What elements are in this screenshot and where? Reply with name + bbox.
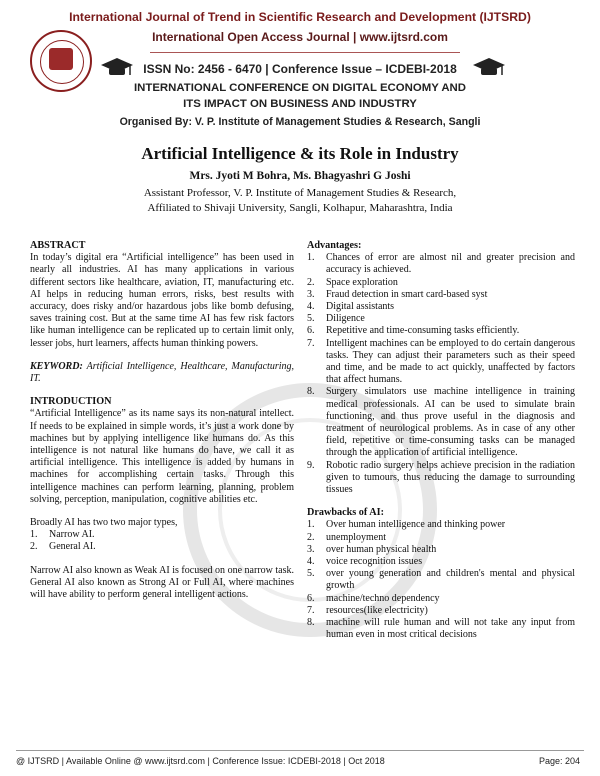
drawbacks-list (307, 519, 575, 641)
advantages-heading: Advantages: (307, 240, 362, 251)
affiliation-line2: Affiliated to Shivaji University, Sangli, Kolhapur, Maharashtra, India (147, 202, 453, 214)
ai-types-list (30, 529, 294, 553)
keywords-text: Artificial Intelligence, Healthcare, Manufacturing, IT. (30, 360, 294, 385)
right-column (307, 240, 575, 642)
affiliation-line1: Assistant Professor, V. P. Institute of Management Studies & Research, (143, 187, 457, 199)
footer-divider (16, 750, 584, 751)
list-item: 8. machine will rule human and will not take any input from human even in most critical decisions (307, 617, 575, 641)
introduction-paragraph-3: Narrow AI also known as Weak AI is focused on one narrow task. General AI also known as Strong AI or Full AI, where machines will have ability to perform general intelligent actions. (30, 564, 294, 601)
list-item: 1. Narrow AI. (30, 529, 95, 541)
list-item: 3. Fraud detection in smart card-based syst (307, 288, 488, 300)
list-item: 6. Repetitive and time-consuming tasks efficiently. (307, 325, 520, 337)
introduction-paragraph-2: Broadly AI has two two major types, (30, 517, 178, 529)
page-number: Page: 204 (538, 756, 580, 766)
list-item: 4. voice recognition issues (307, 556, 423, 568)
list-item: 9. Robotic radio surgery helps achieve precision in the radiation given to tumours, thus reducing the damage to surrounding tissues (307, 459, 575, 496)
list-item: 8. Surgery simulators use machine intelligence in training medical professionals. AI can be used to simulate brain functioning, and thus prove useful in the diagnosis and treatment of neurological problems. As in case of any other field, repetitive or time-consuming tasks can be managed through the application of artificial intelligence. (307, 386, 575, 459)
introduction-paragraph-1: “Artificial Intelligence” as its name says its non-natural intellect. If needs to be explained in simple words, it’s just a work done by machines but by applying intelligence like humans do. As this intelligence is not natural like humans do have, we call it as artificial intelligence. This intelligence is added by humans in machines for accomplishing certain tasks. Through this intelligence machines can perform learning, planning, problem solving, perception, manipulation, cognitive abilities etc. (30, 408, 294, 505)
journal-header (0, 0, 600, 132)
header-divider (150, 52, 460, 53)
list-item: 1. Over human intelligence and thinking power (307, 519, 506, 531)
list-item: 7. resources(like electricity) (307, 604, 428, 616)
list-item: 2. Space exploration (307, 276, 398, 288)
left-column (30, 240, 294, 601)
list-item: 1. Chances of error are almost nil and greater precision and accuracy is achieved. (307, 252, 575, 276)
list-item: 5. over young generation and children's mental and physical growth (307, 568, 575, 592)
abstract-text: In today’s digital era “Artificial intelligence” has been used in nearly all industries. AI has many applications in various different sectors like healthcare, aviation, IT, manufacturing etc. AI helps in reducing human errors, risks, best results with accuracy, does risky and/or hazardous jobs like bomb defusing, saves training cost. But at the same time AI has few risk factors like human intelligence can be replicated up to certain limit only, lesser jobs, hurt learners, affects human thinking powers. (30, 252, 294, 349)
list-item: 2. unemployment (307, 531, 386, 543)
list-item: 6. machine/techno dependency (307, 592, 440, 604)
issn-line: ISSN No: 2456 - 6470 | Conference Issue – ICDEBI-2018 (143, 62, 457, 76)
advantages-list (307, 252, 575, 496)
conference-title-line2: ITS IMPACT ON BUSINESS AND INDUSTRY (183, 98, 417, 110)
keywords (30, 361, 294, 385)
paper-authors: Mrs. Jyoti M Bohra, Ms. Bhagyashri G Joshi (189, 170, 411, 182)
drawbacks-heading: Drawbacks of AI: (307, 507, 384, 519)
abstract-heading: ABSTRACT (30, 240, 86, 251)
conference-title-line1: INTERNATIONAL CONFERENCE ON DIGITAL ECONOMY AND (133, 82, 467, 94)
list-item: 7. Intelligent machines can be employed to do certain dangerous tasks. They can adjust their parameters such as their speed and time, and be made to act quickly, unaffected by factors that affect humans. (307, 337, 575, 386)
footer-text: @ IJTSRD | Available Online @ www.ijtsrd.com | Conference Issue: ICDEBI-2018 | Oct 2018 (16, 756, 385, 766)
list-item: 4. Digital assistants (307, 301, 395, 313)
list-item: 5. Diligence (307, 313, 365, 325)
paper-title: Artificial Intelligence & its Role in Industry (141, 144, 459, 163)
list-item: 3. over human physical health (307, 543, 437, 555)
introduction-heading: INTRODUCTION (30, 396, 112, 408)
journal-name: International Journal of Trend in Scientific Research and Development (IJTSRD) (69, 10, 531, 24)
list-item: 2. General AI. (30, 541, 96, 553)
keywords-label: KEYWORD: (30, 360, 83, 372)
organised-by: Organised By: V. P. Institute of Management Studies & Research, Sangli (119, 116, 481, 128)
page-footer (0, 744, 600, 776)
journal-website: International Open Access Journal | www.ijtsrd.com (152, 30, 448, 44)
